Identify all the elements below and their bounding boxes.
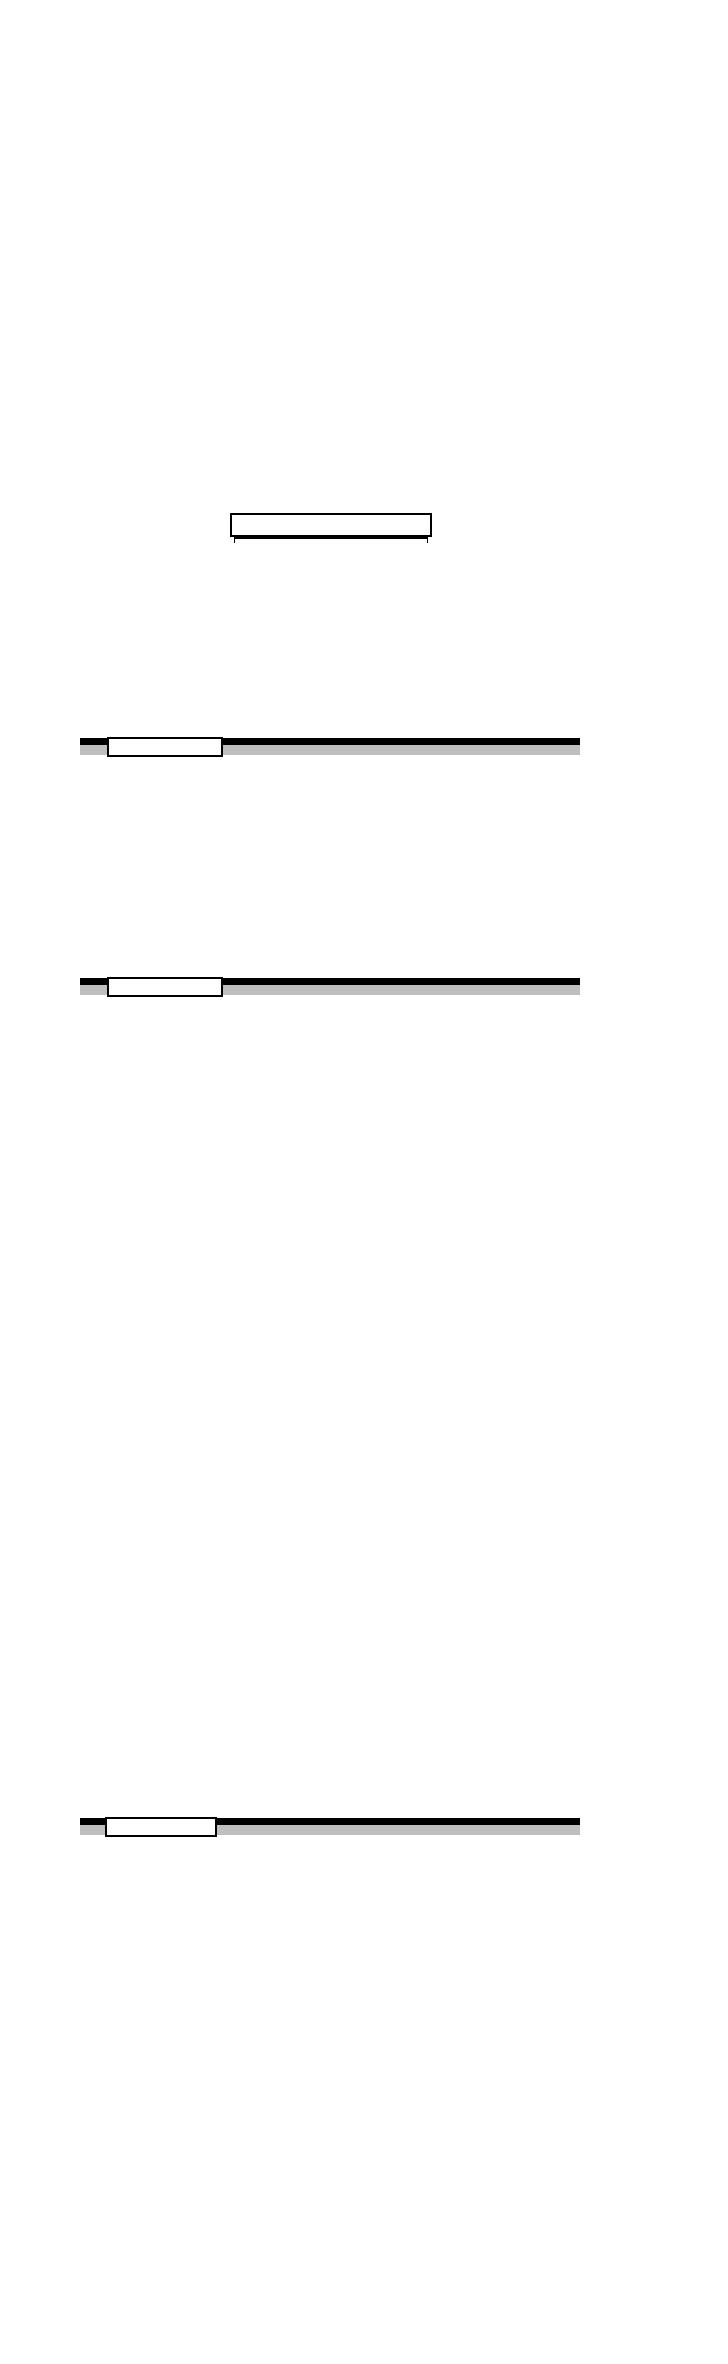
release-info-right [387, 588, 401, 624]
section-label-release-info [230, 513, 432, 537]
section-label-underline [234, 537, 428, 543]
section-label-rip-notes [107, 977, 223, 997]
release-info-left [89, 552, 103, 588]
section-label-marr [105, 1817, 217, 1837]
section-label-tracklist [107, 737, 223, 757]
